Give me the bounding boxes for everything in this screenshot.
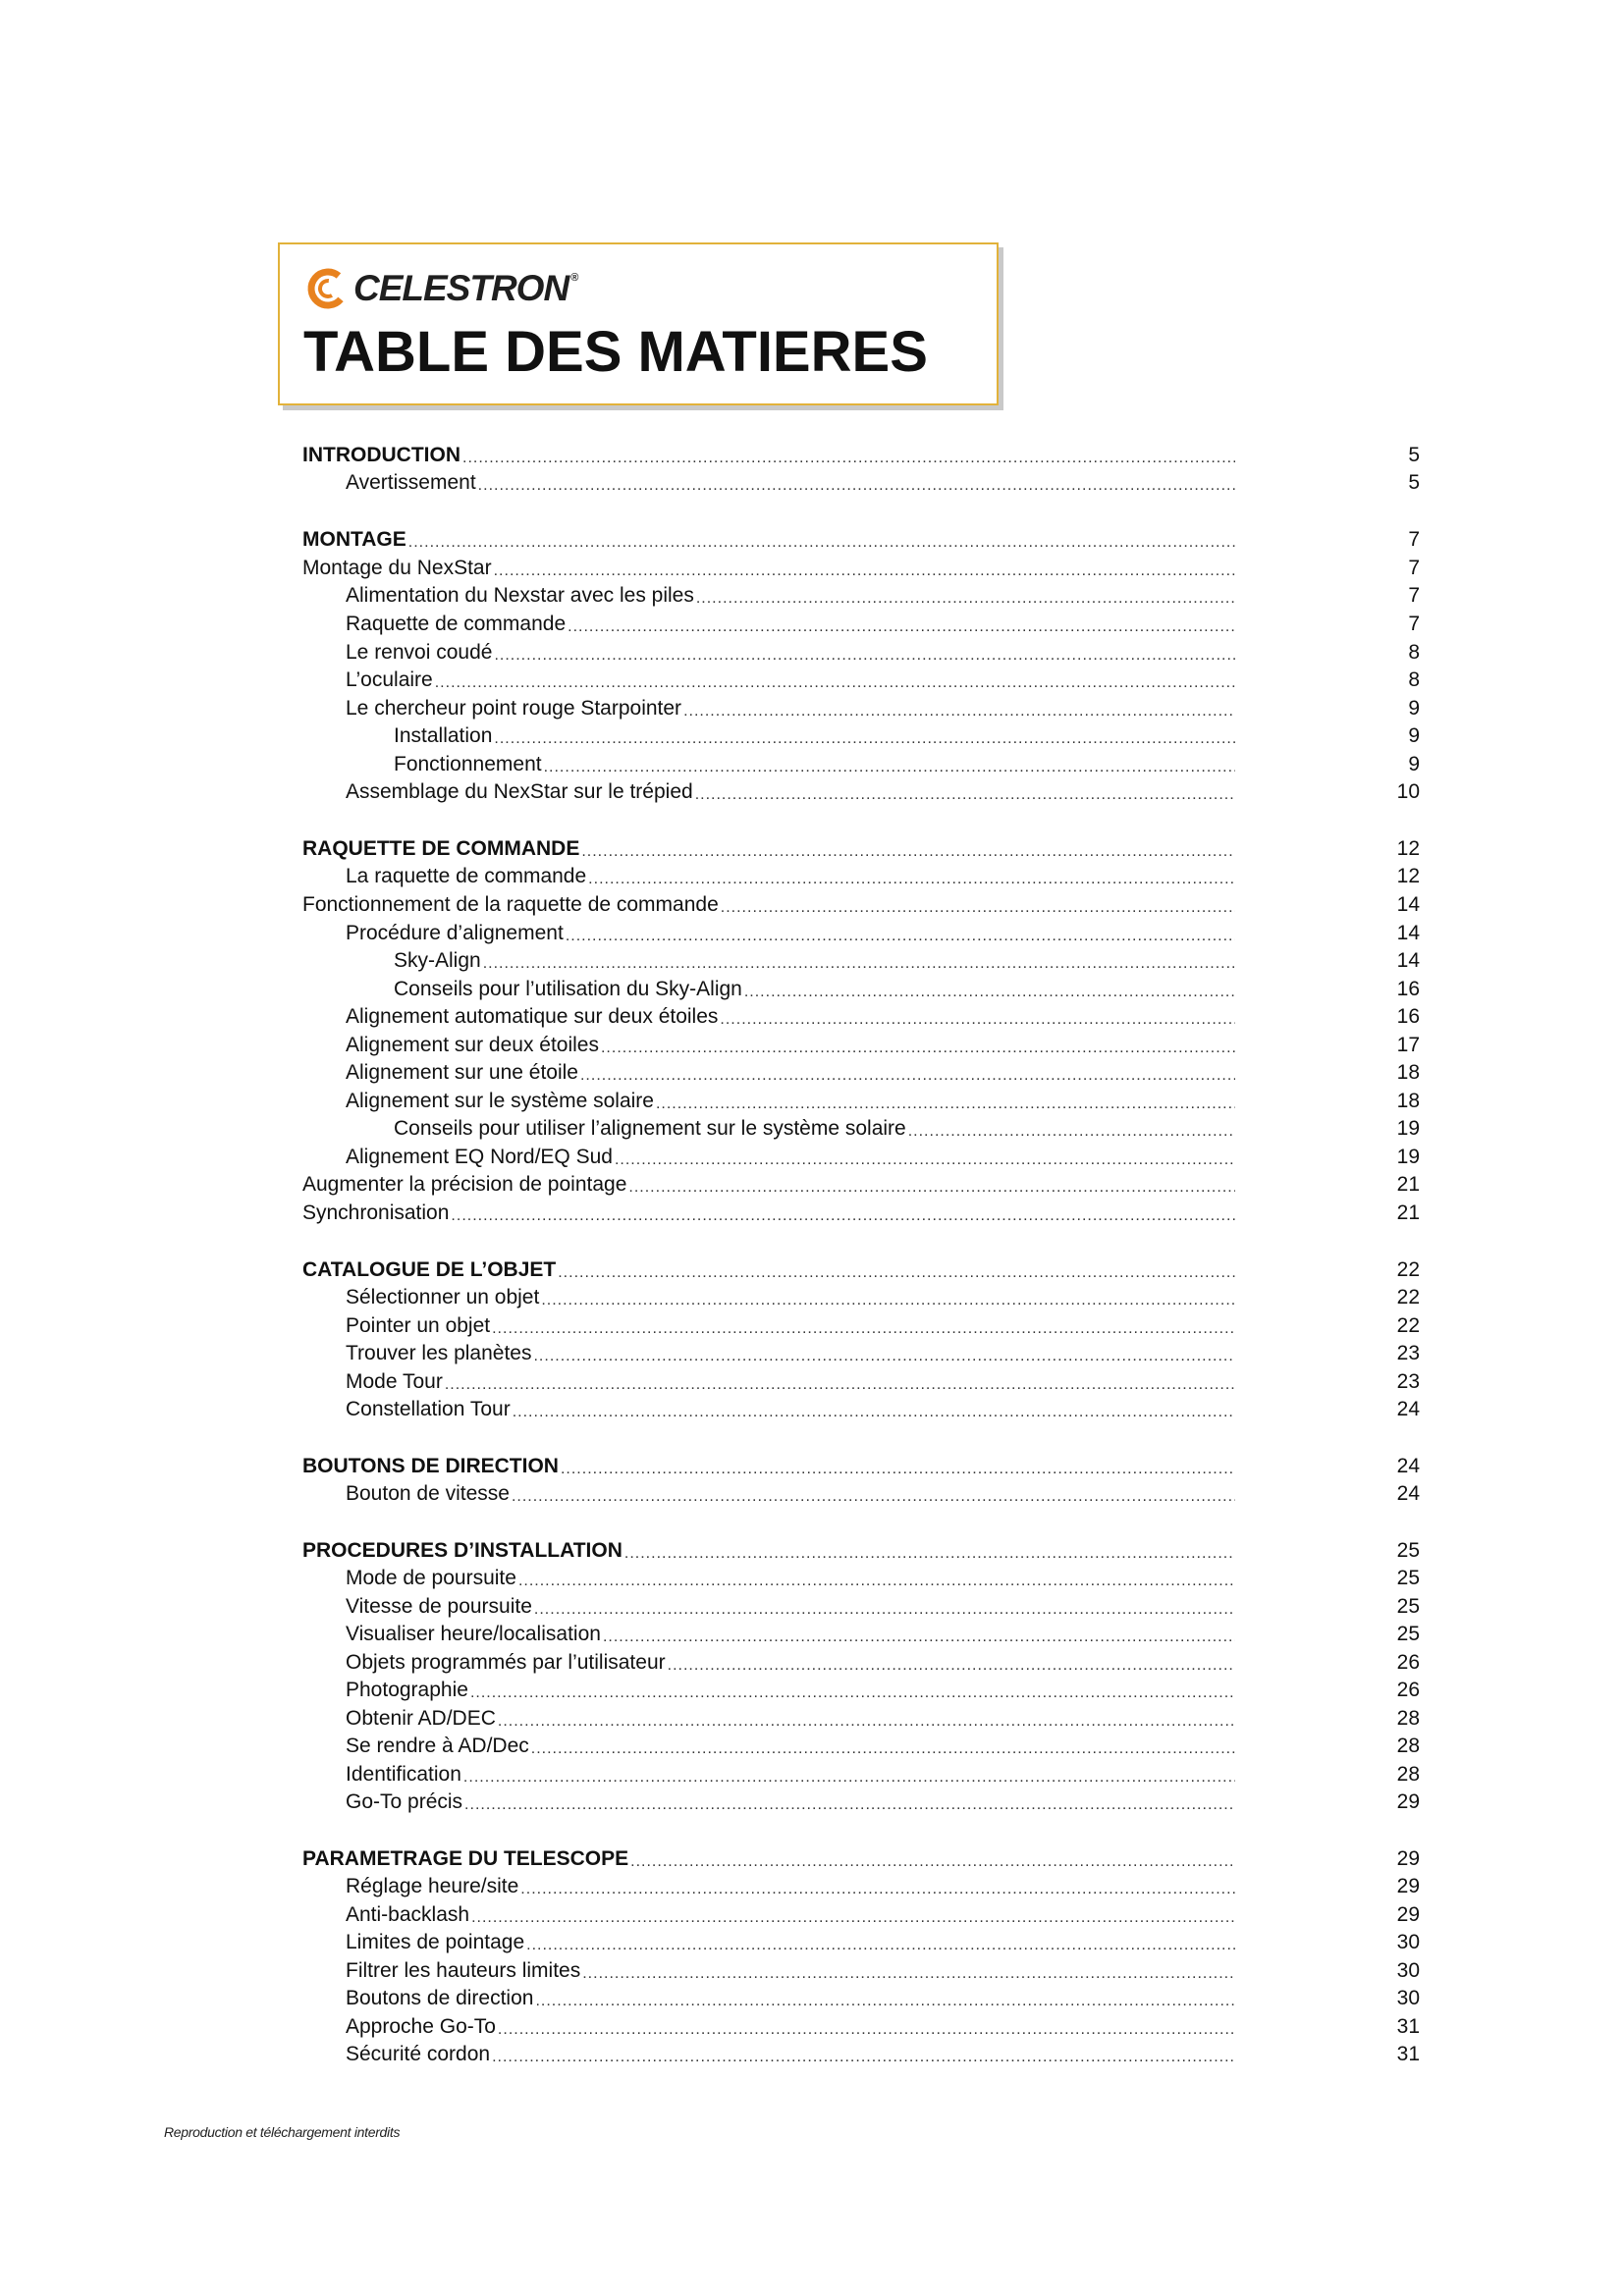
toc-entry-label: Alignement EQ Nord/EQ Sud bbox=[346, 1146, 613, 1168]
toc-page-number: 25 bbox=[1396, 1539, 1420, 1562]
toc-entry bbox=[346, 583, 1235, 609]
toc-entry bbox=[346, 1986, 1235, 2011]
toc-dot-leader bbox=[720, 1010, 1235, 1030]
toc-entry bbox=[346, 779, 1235, 805]
toc-page-number: 12 bbox=[1396, 865, 1420, 887]
toc-page-number: 10 bbox=[1396, 780, 1420, 803]
toc-entry bbox=[346, 864, 1235, 889]
toc-entry bbox=[346, 2042, 1235, 2067]
toc-page-number: 7 bbox=[1408, 584, 1420, 607]
toc-section-entry bbox=[302, 1846, 1235, 1872]
toc-page-number: 30 bbox=[1396, 1987, 1420, 2009]
toc-page-number: 28 bbox=[1396, 1763, 1420, 1786]
toc-entry-label: Fonctionnement de la raquette de commande bbox=[302, 893, 719, 916]
toc-entry-label: Mode Tour bbox=[346, 1370, 443, 1393]
toc-page-number: 29 bbox=[1396, 1903, 1420, 1926]
toc-entry bbox=[394, 723, 1235, 749]
toc-dot-leader bbox=[492, 2048, 1235, 2067]
toc-entry-label: Alignement sur une étoile bbox=[346, 1061, 578, 1084]
toc-entry-label: PARAMETRAGE DU TELESCOPE bbox=[302, 1847, 629, 1870]
toc-section-entry bbox=[302, 443, 1235, 468]
toc-page-number: 7 bbox=[1408, 557, 1420, 579]
toc-page-number: 12 bbox=[1396, 837, 1420, 860]
toc-dot-leader bbox=[615, 1150, 1235, 1170]
toc-entry-label: Réglage heure/site bbox=[346, 1875, 519, 1897]
toc-dot-leader bbox=[630, 1852, 1235, 1872]
toc-page-number: 18 bbox=[1396, 1090, 1420, 1112]
toc-entry bbox=[346, 1706, 1235, 1732]
toc-entry-label: Trouver les planètes bbox=[346, 1342, 532, 1364]
toc-page-number: 5 bbox=[1408, 471, 1420, 494]
toc-page-number: 28 bbox=[1396, 1735, 1420, 1757]
toc-section-entry bbox=[302, 836, 1235, 862]
brand-name: CELESTRON ® bbox=[353, 268, 578, 308]
toc-entry bbox=[346, 667, 1235, 693]
toc-page-number: 9 bbox=[1408, 697, 1420, 720]
toc-dot-leader bbox=[492, 1319, 1235, 1339]
toc-entry bbox=[346, 1060, 1235, 1086]
toc-page-number: 22 bbox=[1396, 1314, 1420, 1337]
toc-page-number: 24 bbox=[1396, 1398, 1420, 1420]
toc-entry bbox=[394, 752, 1235, 777]
toc-page-number: 23 bbox=[1396, 1370, 1420, 1393]
toc-entry-label: Conseils pour l’utilisation du Sky-Align bbox=[394, 978, 742, 1000]
toc-page-number: 8 bbox=[1408, 641, 1420, 664]
toc-entry-label: Identification bbox=[346, 1763, 461, 1786]
toc-entry bbox=[346, 1874, 1235, 1899]
toc-dot-leader bbox=[668, 1656, 1235, 1676]
toc-dot-leader bbox=[464, 1795, 1235, 1815]
toc-entry-label: Le chercheur point rouge Starpointer bbox=[346, 697, 682, 720]
toc-dot-leader bbox=[408, 533, 1235, 553]
toc-section-entry bbox=[302, 1257, 1235, 1283]
toc-dot-leader bbox=[498, 2020, 1235, 2040]
toc-entry-label: Alignement sur le système solaire bbox=[346, 1090, 654, 1112]
toc-entry-label: L’oculaire bbox=[346, 668, 433, 691]
toc-entry bbox=[346, 640, 1235, 666]
toc-entry bbox=[346, 1397, 1235, 1422]
toc-page-number: 28 bbox=[1396, 1707, 1420, 1730]
toc-entry-label: Mode de poursuite bbox=[346, 1567, 516, 1589]
footer-note: Reproduction et téléchargement interdits bbox=[164, 2124, 401, 2140]
toc-entry bbox=[302, 1172, 1235, 1198]
toc-entry-label: Assemblage du NexStar sur le trépied bbox=[346, 780, 693, 803]
toc-page-number: 30 bbox=[1396, 1931, 1420, 1953]
toc-entry-label: Constellation Tour bbox=[346, 1398, 511, 1420]
toc-dot-leader bbox=[463, 1768, 1235, 1788]
toc-entry-label: Anti-backlash bbox=[346, 1903, 470, 1926]
toc-entry bbox=[346, 470, 1235, 496]
toc-entry bbox=[346, 1762, 1235, 1788]
toc-entry bbox=[346, 1734, 1235, 1759]
toc-dot-leader bbox=[535, 1992, 1235, 2011]
toc-entry-label: PROCEDURES D’INSTALLATION bbox=[302, 1539, 623, 1562]
toc-entry-label: Vitesse de poursuite bbox=[346, 1595, 532, 1618]
celestron-swoosh-icon bbox=[306, 267, 350, 310]
toc-dot-leader bbox=[534, 1600, 1235, 1620]
toc-dot-leader bbox=[518, 1572, 1235, 1591]
toc-entry bbox=[302, 892, 1235, 918]
toc-dot-leader bbox=[656, 1095, 1235, 1114]
toc-entry bbox=[346, 1369, 1235, 1395]
toc-entry-label: Bouton de vitesse bbox=[346, 1482, 510, 1505]
toc-page-number: 21 bbox=[1396, 1173, 1420, 1196]
toc-dot-leader bbox=[512, 1487, 1235, 1507]
toc-dot-leader bbox=[908, 1122, 1235, 1142]
toc-entry-label: Se rendre à AD/Dec bbox=[346, 1735, 529, 1757]
toc-entry bbox=[346, 1145, 1235, 1170]
toc-dot-leader bbox=[683, 702, 1235, 721]
toc-entry-label: Procédure d’alignement bbox=[346, 922, 564, 944]
toc-entry-label: Alignement automatique sur deux étoiles bbox=[346, 1005, 719, 1028]
toc-dot-leader bbox=[580, 1066, 1235, 1086]
toc-page-number: 29 bbox=[1396, 1790, 1420, 1813]
toc-entry bbox=[302, 1201, 1235, 1226]
toc-page-number: 22 bbox=[1396, 1258, 1420, 1281]
toc-entry bbox=[346, 1622, 1235, 1647]
toc-dot-leader bbox=[628, 1178, 1235, 1198]
toc-entry-label: BOUTONS DE DIRECTION bbox=[302, 1455, 559, 1477]
toc-dot-leader bbox=[696, 589, 1235, 609]
toc-entry bbox=[346, 1678, 1235, 1703]
toc-page-number: 22 bbox=[1396, 1286, 1420, 1308]
toc-entry bbox=[346, 612, 1235, 637]
toc-page-number: 7 bbox=[1408, 528, 1420, 551]
toc-entry-label: CATALOGUE DE L’OBJET bbox=[302, 1258, 557, 1281]
toc-dot-leader bbox=[721, 898, 1235, 918]
toc-dot-leader bbox=[582, 1964, 1235, 1984]
toc-dot-leader bbox=[445, 1375, 1235, 1395]
toc-entry bbox=[394, 977, 1235, 1002]
toc-entry bbox=[346, 1341, 1235, 1366]
toc-entry-label: Sky-Align bbox=[394, 949, 481, 972]
toc-dot-leader bbox=[483, 954, 1235, 974]
toc-dot-leader bbox=[581, 842, 1235, 862]
toc-entry-label: Installation bbox=[394, 724, 493, 747]
toc-entry-label: Le renvoi coudé bbox=[346, 641, 493, 664]
toc-dot-leader bbox=[526, 1936, 1235, 1955]
toc-dot-leader bbox=[544, 758, 1235, 777]
toc-dot-leader bbox=[494, 646, 1235, 666]
toc-entry-label: Visualiser heure/localisation bbox=[346, 1623, 601, 1645]
toc-entry bbox=[346, 1285, 1235, 1310]
toc-entry bbox=[346, 1481, 1235, 1507]
toc-page-number: 14 bbox=[1396, 949, 1420, 972]
toc-dot-leader bbox=[520, 1880, 1235, 1899]
toc-dot-leader bbox=[451, 1206, 1235, 1226]
toc-entry-label: Filtrer les hauteurs limites bbox=[346, 1959, 581, 1982]
toc-entry-label: Obtenir AD/DEC bbox=[346, 1707, 496, 1730]
toc-entry bbox=[346, 1958, 1235, 1984]
toc-entry bbox=[346, 696, 1235, 721]
toc-dot-leader bbox=[566, 927, 1235, 946]
toc-page-number: 9 bbox=[1408, 724, 1420, 747]
toc-entry bbox=[394, 948, 1235, 974]
toc-entry bbox=[302, 556, 1235, 581]
toc-section-entry bbox=[302, 1454, 1235, 1479]
toc-entry bbox=[346, 1004, 1235, 1030]
toc-entry-label: Synchronisation bbox=[302, 1201, 450, 1224]
toc-dot-leader bbox=[533, 1347, 1235, 1366]
toc-page-number: 25 bbox=[1396, 1623, 1420, 1645]
toc-page-number: 26 bbox=[1396, 1651, 1420, 1674]
toc-dot-leader bbox=[478, 476, 1235, 496]
toc-dot-leader bbox=[601, 1039, 1235, 1058]
title-box bbox=[278, 242, 999, 405]
toc-dot-leader bbox=[603, 1628, 1235, 1647]
page-title: TABLE DES MATIERES bbox=[303, 320, 928, 384]
toc-page-number: 30 bbox=[1396, 1959, 1420, 1982]
toc-entry-label: INTRODUCTION bbox=[302, 444, 460, 466]
toc-entry-label: Approche Go-To bbox=[346, 2015, 496, 2038]
toc-dot-leader bbox=[624, 1544, 1235, 1564]
toc-page-number: 19 bbox=[1396, 1146, 1420, 1168]
toc-entry-label: Augmenter la précision de pointage bbox=[302, 1173, 627, 1196]
toc-dot-leader bbox=[568, 617, 1235, 637]
toc-entry-label: Montage du NexStar bbox=[302, 557, 492, 579]
toc-entry bbox=[346, 2014, 1235, 2040]
toc-entry-label: Alimentation du Nexstar avec les piles bbox=[346, 584, 694, 607]
toc-dot-leader bbox=[541, 1291, 1235, 1310]
celestron-logo bbox=[306, 264, 577, 313]
toc-entry-label: Avertissement bbox=[346, 471, 476, 494]
toc-page-number: 7 bbox=[1408, 613, 1420, 635]
toc-page-number: 23 bbox=[1396, 1342, 1420, 1364]
toc-page-number: 17 bbox=[1396, 1034, 1420, 1056]
toc-entry bbox=[346, 921, 1235, 946]
toc-dot-leader bbox=[471, 1908, 1235, 1928]
toc-entry-label: Pointer un objet bbox=[346, 1314, 491, 1337]
toc-dot-leader bbox=[462, 449, 1235, 468]
registered-mark: ® bbox=[570, 272, 578, 284]
toc-page-number: 25 bbox=[1396, 1567, 1420, 1589]
toc-entry-label: Go-To précis bbox=[346, 1790, 463, 1813]
toc-entry bbox=[346, 1789, 1235, 1815]
toc-section-entry bbox=[302, 527, 1235, 553]
toc-page-number: 5 bbox=[1408, 444, 1420, 466]
toc-page-number: 31 bbox=[1396, 2043, 1420, 2065]
toc-entry-label: Fonctionnement bbox=[394, 753, 542, 775]
toc-entry-label: Objets programmés par l’utilisateur bbox=[346, 1651, 666, 1674]
toc-page-number: 19 bbox=[1396, 1117, 1420, 1140]
toc-page-number: 9 bbox=[1408, 753, 1420, 775]
toc-section-entry bbox=[302, 1538, 1235, 1564]
toc-page-number: 18 bbox=[1396, 1061, 1420, 1084]
toc-dot-leader bbox=[494, 561, 1235, 581]
toc-page-number: 29 bbox=[1396, 1875, 1420, 1897]
toc-dot-leader bbox=[561, 1460, 1235, 1479]
toc-dot-leader bbox=[494, 729, 1235, 749]
toc-page-number: 25 bbox=[1396, 1595, 1420, 1618]
toc-entry-label: Raquette de commande bbox=[346, 613, 567, 635]
toc-entry-label: Conseils pour utiliser l’alignement sur le système solaire bbox=[394, 1117, 906, 1140]
toc-page-number: 26 bbox=[1396, 1679, 1420, 1701]
toc-dot-leader bbox=[531, 1739, 1235, 1759]
toc-page-number: 14 bbox=[1396, 893, 1420, 916]
toc-entry-label: La raquette de commande bbox=[346, 865, 587, 887]
toc-page-number: 16 bbox=[1396, 1005, 1420, 1028]
toc-entry-label: Alignement sur deux étoiles bbox=[346, 1034, 599, 1056]
toc-dot-leader bbox=[435, 673, 1235, 693]
toc-entry bbox=[346, 1902, 1235, 1928]
toc-entry bbox=[346, 1930, 1235, 1955]
toc-entry bbox=[346, 1594, 1235, 1620]
toc-dot-leader bbox=[470, 1683, 1235, 1703]
toc-entry-label: Sélectionner un objet bbox=[346, 1286, 540, 1308]
toc-dot-leader bbox=[498, 1712, 1235, 1732]
toc-page-number: 21 bbox=[1396, 1201, 1420, 1224]
toc-entry-label: Sécurité cordon bbox=[346, 2043, 491, 2065]
toc-entry bbox=[394, 1116, 1235, 1142]
toc-page-number: 8 bbox=[1408, 668, 1420, 691]
toc-entry bbox=[346, 1033, 1235, 1058]
toc-page-number: 14 bbox=[1396, 922, 1420, 944]
toc-entry bbox=[346, 1313, 1235, 1339]
toc-page-number: 16 bbox=[1396, 978, 1420, 1000]
toc-entry-label: Boutons de direction bbox=[346, 1987, 534, 2009]
toc-dot-leader bbox=[513, 1403, 1235, 1422]
toc-dot-leader bbox=[558, 1263, 1235, 1283]
toc-dot-leader bbox=[588, 870, 1235, 889]
toc-entry bbox=[346, 1650, 1235, 1676]
toc-page-number: 29 bbox=[1396, 1847, 1420, 1870]
toc-entry-label: RAQUETTE DE COMMANDE bbox=[302, 837, 580, 860]
toc-entry bbox=[346, 1089, 1235, 1114]
toc-entry-label: Limites de pointage bbox=[346, 1931, 525, 1953]
toc-page-number: 31 bbox=[1396, 2015, 1420, 2038]
toc-entry bbox=[346, 1566, 1235, 1591]
toc-dot-leader bbox=[695, 785, 1235, 805]
toc-dot-leader bbox=[744, 983, 1235, 1002]
toc-page-number: 24 bbox=[1396, 1482, 1420, 1505]
toc-entry-label: MONTAGE bbox=[302, 528, 406, 551]
toc-entry-label: Photographie bbox=[346, 1679, 468, 1701]
toc-page-number: 24 bbox=[1396, 1455, 1420, 1477]
